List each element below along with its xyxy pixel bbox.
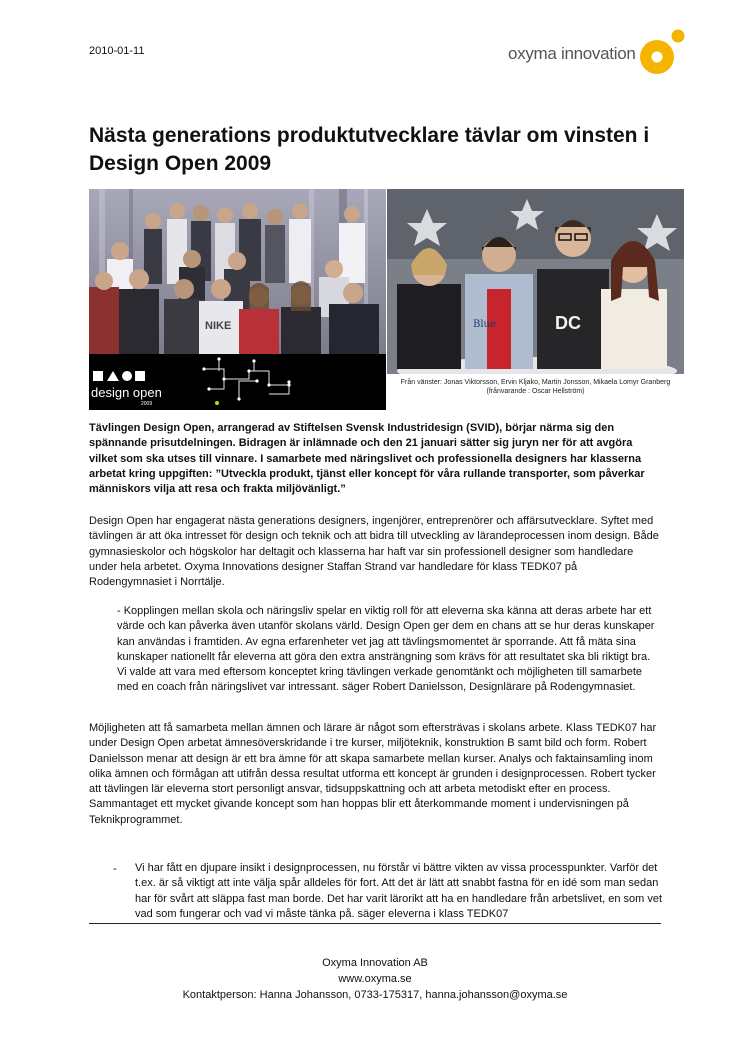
- paragraph-2: Möjligheten att få samarbeta mellan ämnen och lärare är något som eftersträvas i skolans arbete. Klass TEDK07 har under Design Open arbetat ämnesöverskridande i tre kurser, miljöteknik, konstruktion B samt bild och form. Robert Danielsson menar att design är ett bra ämne för att skapa samarbete mellan kurser. Analys och faktainsamling inom olika ämnen och förmågan att utifrån dessa resultat utforma ett koncept är grunden i designprocessen. Robert tycker att tävlingen lär eleverna stort personligt ansvar, tidsuppskattning och att arbeta metodiskt efter en process. Sammantaget ett mycket givande koncept som han hoppas blir ett återkommande moment i undervisningen på Teknikprogrammet.: [89, 722, 657, 826]
- logo-text: oxyma innovation: [508, 44, 636, 63]
- footer-website: www.oxyma.se: [338, 973, 412, 985]
- design-open-year: 2009: [141, 401, 153, 407]
- document-date: 2010-01-11: [89, 45, 145, 57]
- svg-text:NIKE: NIKE: [205, 320, 232, 332]
- lead-paragraph: Tävlingen Design Open, arrangerad av Stiftelsen Svensk Industridesign (SVID), börjar närma sig den spännande prisutdelningen. Bidragen är inlämnade och den 21 januari sätter sig juryn ner för att avgöra vilket som ska utses till vinnare. I samarbete med näringslivet och professionella designers har klasserna arbetat kring uppgiften: ”Utveckla produkt, tjänst eller koncept för våra rullande transporter, som påverkar människors vilja att resa och frakta miljövänligt.”: [89, 422, 645, 496]
- caption-line-1: Från vänster: Jonas Viktorsson, Ervin Kljako, Martin Jonsson, Mikaela Lomyr Granberg: [400, 379, 671, 386]
- group-photo: [89, 189, 386, 410]
- footer-contact: Kontaktperson: Hanna Johansson, 0733-175317, hanna.johansson@oxyma.se: [182, 989, 568, 1001]
- footer: [89, 955, 661, 1003]
- oxyma-circles-icon: [636, 27, 688, 77]
- teacher-quote: - Kopplingen mellan skola och näringsliv spelar en viktig roll för att eleverna ska känna att deras arbete har ett värde och kan påverka även utanför skolans värld. Design Open ger dem en chans att se hur deras kunskaper kan användas i framtiden. Av egna erfarenheter vet jag att tävlingsmomentet är sporrande. Att få mäta sina kunskaper nationellt får eleverna att göra den extra ansträngning som krävs för att resultatet ska bli riktigt bra. Vi valde att vara med eftersom konceptet kring tävlingen verkade genomtänkt och möjligheten till samarbete med en coach från näringslivet var intressant. säger Robert Danielsson, Designlärare på Rodengymnasiet.: [117, 605, 655, 694]
- shirt-text: Blue: [473, 319, 496, 330]
- photo-caption: [387, 378, 684, 396]
- article-title: Nästa generations produktutvecklare tävlar om vinsten i Design Open 2009: [89, 124, 650, 175]
- footer-company: Oxyma Innovation AB: [322, 957, 428, 969]
- paragraph-1: Design Open har engagerat nästa generations designers, ingenjörer, entreprenörer och affärsutvecklare. Syftet med tävlingen är att öka intresset för design och teknik och att bidra till utveckling av lärandeprocessen inom design. Både gymnasieskolor och högskolor har deltagit och klasserna har haft var sin professionell designer som handledare under hela arbetet. Oxyma Innovations designer Staffan Strand var handledare för klass TEDK07 på Rodengymnasiet i Norrtälje.: [89, 515, 659, 589]
- four-students-photo: [387, 189, 684, 374]
- footer-divider: [89, 923, 661, 924]
- students-quote: Vi har fått en djupare insikt i designprocessen, nu förstår vi bättre vikten av vissa processpunkter. Varför det t.ex. är så viktigt att inte välja spår alldeles för fort. Att det är lätt att snabbt fastna för en idé som man sedan har för svårt att släppa fast man borde. Det har varit lärorikt att ha en handledare från arbetslivet, en som vet vad som fungerar och vad vi måste tänka på. säger eleverna i klass TEDK07: [135, 862, 663, 920]
- caption-line-2: (frånvarande : Oscar Hellström): [486, 388, 585, 395]
- design-open-logo-text: design open: [91, 385, 162, 400]
- oxyma-logo: [508, 27, 688, 77]
- svg-text:DC: DC: [555, 313, 581, 333]
- bullet-marker: -: [113, 863, 117, 875]
